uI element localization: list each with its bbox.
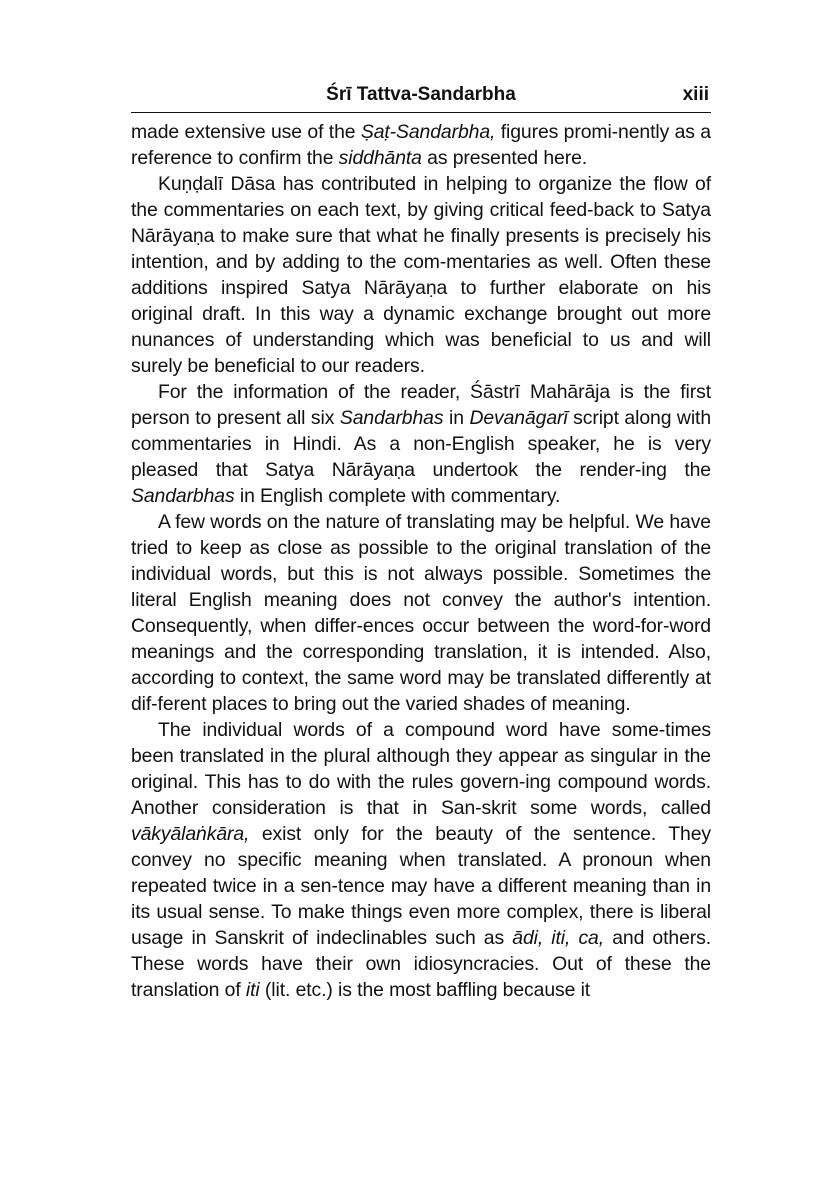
paragraph-2	[131, 171, 711, 379]
text-segment: For the information of the reader, Śāstrī Mahārāja is the first person to present all six	[131, 381, 711, 429]
body-text	[131, 119, 711, 1003]
text-segment: in	[443, 407, 470, 429]
paragraph-1	[131, 119, 711, 171]
text-segment: (lit. etc.) is the most baffling because it	[259, 979, 591, 1001]
text-segment: A few words on the nature of translating may be helpful. We have tried to keep as close as possible to the original translation of the individual words, but this is not always possible. Sometimes the literal English meaning does not convey the author's intention. Consequently, when differ-ences occur between the word-for-word meanings and the corresponding translation, it is intended. Also, according to context, the same word may be translated differently at dif-ferent places to bring out the varied shades of meaning.	[131, 511, 711, 715]
text-segment: exist only for the beauty of the sentence. They convey no specific meaning when translated. A pronoun when repeated twice in a sen-tence may have a different meaning than in its usual sense. To make things even more complex, there is liberal usage in Sanskrit of indeclinables such as	[131, 823, 711, 949]
italic-term: ādi, iti, ca,	[512, 927, 605, 949]
running-title: Śrī Tattva-Sandarbha	[326, 84, 516, 105]
italic-term: Sandarbhas	[131, 485, 235, 507]
paragraph-3	[131, 379, 711, 509]
text-segment: in English complete with commentary.	[234, 485, 561, 507]
book-page	[131, 80, 711, 1003]
italic-term: Devanāgarī	[469, 407, 568, 429]
running-head	[131, 80, 711, 110]
header-rule	[131, 112, 711, 113]
text-segment: made extensive use of the	[131, 121, 361, 143]
italic-term: vākyālaṅkāra,	[131, 823, 250, 845]
paragraph-4	[131, 509, 711, 717]
italic-term: Ṣaṭ-Sandarbha,	[360, 121, 496, 143]
text-segment: as presented here.	[421, 147, 588, 169]
text-segment: Kuṇḍalī Dāsa has contributed in helping to organize the flow of the commentaries on each text, by giving critical feed-back to Satya Nārāyaṇa to make sure that what he finally presents is precisely his intention, and by adding to the com-mentaries as well. Often these additions inspired Satya Nārāyaṇa to further elaborate on his original draft. In this way a dynamic exchange brought out more nunances of understanding which was beneficial to us and will surely be beneficial to our readers.	[131, 173, 711, 377]
page-number: xiii	[682, 84, 709, 105]
text-segment: script along with commentaries in Hindi. As a non-English speaker, he is very pleased that Satya Nārāyaṇa undertook the render-ing the	[131, 407, 711, 481]
text-segment: The individual words of a compound word have some-times been translated in the plural although they appear as singular in the original. This has to do with the rules govern-ing compound words. Another consideration is that in San-skrit some words, called	[131, 719, 711, 819]
italic-term: Sandarbhas	[339, 407, 444, 429]
text-segment: and others. These words have their own idiosyncracies. Out of these the translation of	[131, 927, 711, 1001]
italic-term: iti	[245, 979, 260, 1001]
italic-term: siddhānta	[338, 147, 422, 169]
text-segment: figures promi-nently as a reference to confirm the	[131, 121, 711, 169]
paragraph-5	[131, 717, 711, 1003]
